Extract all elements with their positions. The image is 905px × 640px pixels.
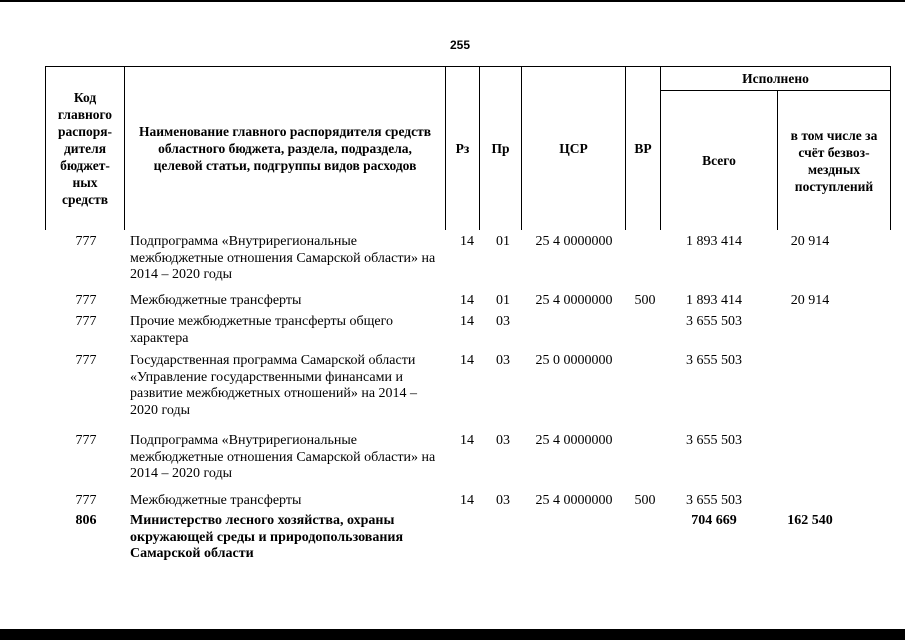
cell-name: Межбюджетные трансферты — [130, 493, 302, 508]
cell-rz: 14 — [460, 293, 474, 308]
bottom-band — [0, 629, 905, 640]
page-number: 255 — [449, 38, 471, 52]
cell-pr: 03 — [496, 493, 510, 508]
header-gratuitous: в том числе за счёт безвоз-мездных поступлений — [790, 127, 878, 194]
cell-total: 704 669 — [691, 513, 737, 528]
cell-code: 777 — [75, 293, 97, 308]
cell-code: 777 — [75, 353, 97, 368]
cell-pr: 01 — [496, 234, 510, 249]
cell-name: Министерство лесного хозяйства, охраны окружающей среды и природопользования Самарской области — [130, 513, 404, 561]
cell-pr: 03 — [496, 433, 510, 448]
cell-pr: 03 — [496, 353, 510, 368]
cell-pr: 03 — [496, 314, 510, 329]
header-vr: ВР — [634, 140, 652, 156]
cell-rz: 14 — [460, 234, 474, 249]
header-pr: Пр — [491, 140, 510, 156]
cell-pr: 01 — [496, 293, 510, 308]
cell-name: Подпрограмма «Внутрирегиональные межбюджетные отношения Самарской области» на 2014 – 2020 годы — [130, 433, 436, 481]
header-code: Код главного распоря-дителя бюджет-ных средств — [57, 89, 113, 207]
header-executed: Исполнено — [742, 70, 809, 86]
cell-csr: 25 4 0000000 — [535, 234, 613, 249]
cell-rz: 14 — [460, 493, 474, 508]
cell-code: 777 — [75, 234, 97, 249]
cell-csr: 25 4 0000000 — [535, 293, 613, 308]
cell-code: 806 — [75, 513, 97, 528]
cell-csr: 25 0 0000000 — [535, 353, 613, 368]
cell-csr: 25 4 0000000 — [535, 493, 613, 508]
cell-rz: 14 — [460, 433, 474, 448]
cell-total: 1 893 414 — [686, 293, 742, 308]
cell-total: 3 655 503 — [686, 314, 742, 329]
cell-name: Подпрограмма «Внутрирегиональные межбюджетные отношения Самарской области» на 2014 – 2020 годы — [130, 234, 436, 282]
cell-gratuitous: 20 914 — [790, 293, 830, 308]
cell-vr: 500 — [634, 293, 656, 308]
cell-code: 777 — [75, 314, 97, 329]
cell-code: 777 — [75, 433, 97, 448]
cell-total: 3 655 503 — [686, 433, 742, 448]
header-total: Всего — [702, 153, 736, 168]
cell-rz: 14 — [460, 314, 474, 329]
cell-total: 3 655 503 — [686, 493, 742, 508]
cell-name: Прочие межбюджетные трансферты общего характера — [130, 314, 393, 346]
cell-name: Государственная программа Самарской области «Управление государственными финансами и развитие межбюджетных отношений» на 2014 – 2020 годы — [130, 353, 418, 418]
cell-code: 777 — [75, 493, 97, 508]
cell-total: 3 655 503 — [686, 353, 742, 368]
cell-total: 1 893 414 — [686, 234, 742, 249]
cell-gratuitous: 162 540 — [787, 513, 833, 528]
header-rz: Рз — [455, 140, 470, 156]
cell-name: Межбюджетные трансферты — [130, 293, 302, 308]
header-csr: ЦСР — [559, 140, 588, 156]
cell-vr: 500 — [634, 493, 656, 508]
cell-rz: 14 — [460, 353, 474, 368]
cell-gratuitous: 20 914 — [790, 234, 830, 249]
header-name: Наименование главного распорядителя средств областного бюджета, раздела, подраздела, целевой статьи, подгруппы видов расходов — [138, 123, 431, 173]
cell-csr: 25 4 0000000 — [535, 433, 613, 448]
